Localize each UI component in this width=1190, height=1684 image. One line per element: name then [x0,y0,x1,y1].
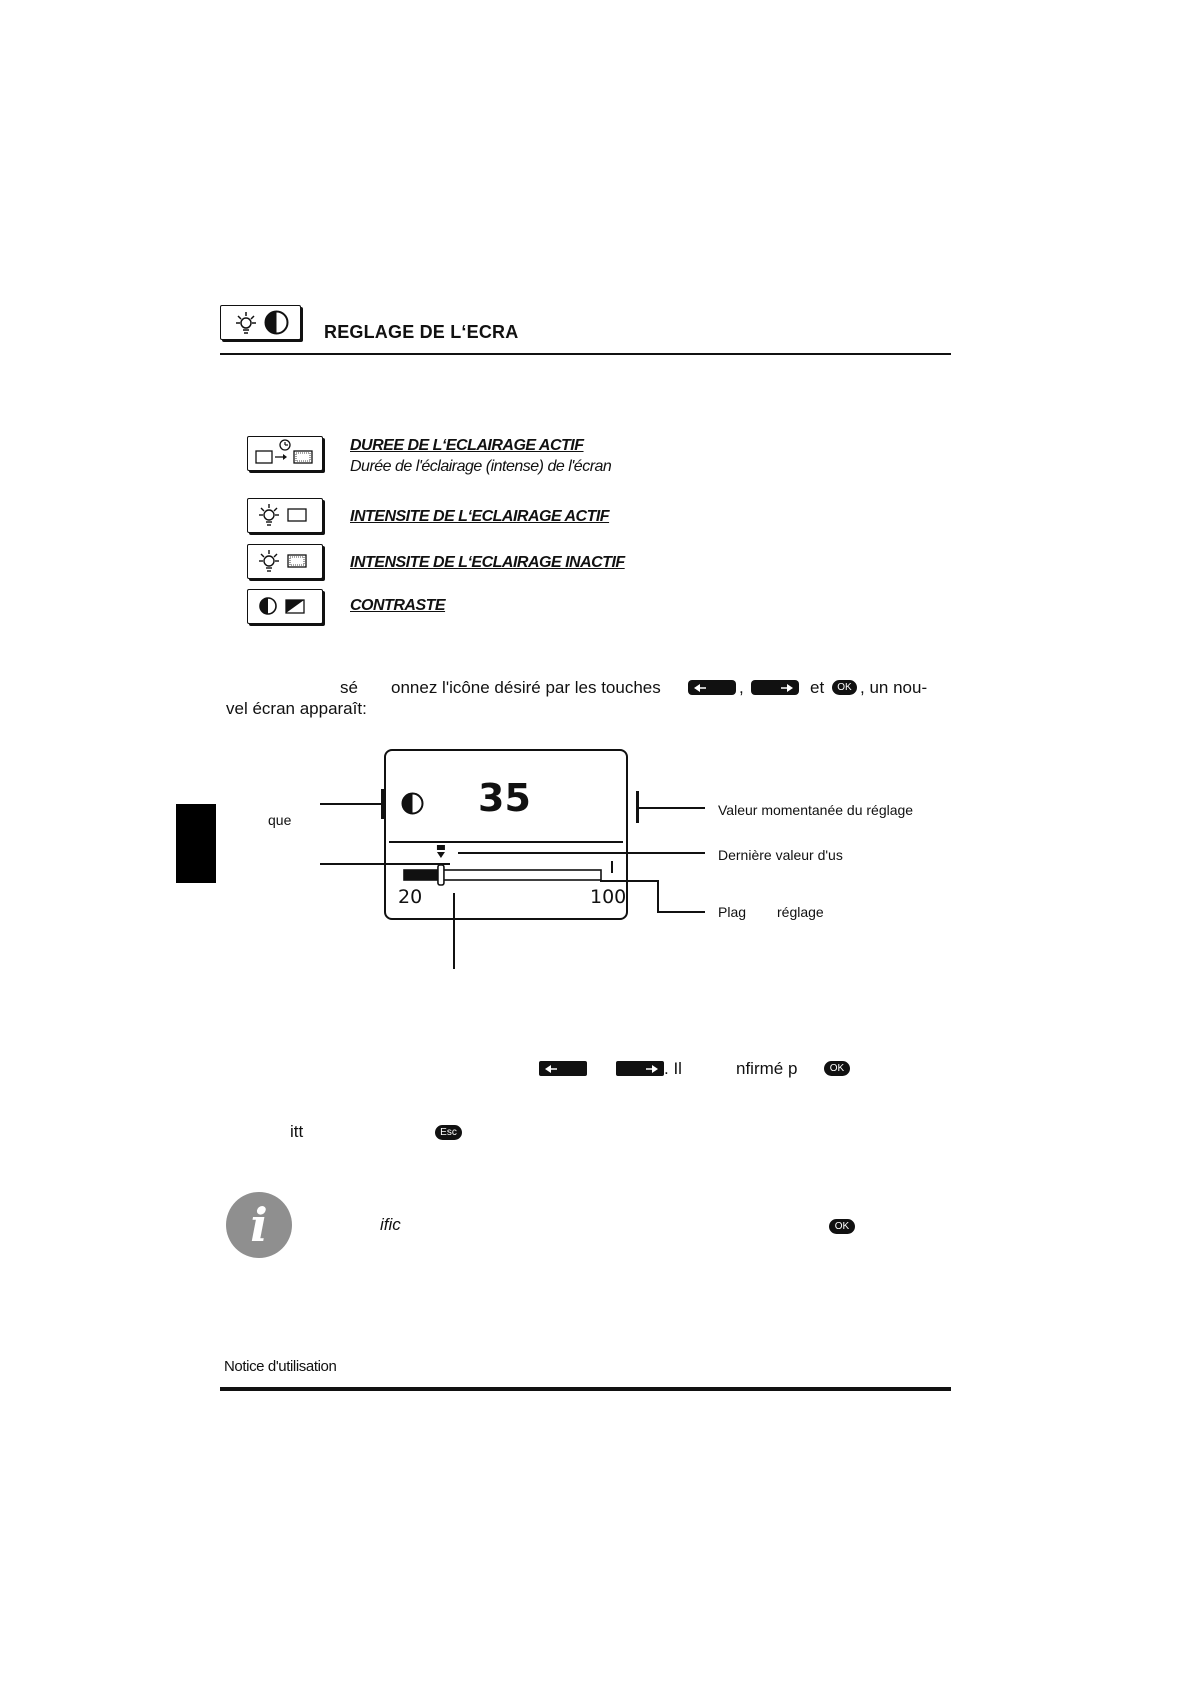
ok-key-3: OK [829,1219,855,1234]
callout-left-lower-line [320,863,450,865]
callout-range-a: Plag [718,904,747,920]
right-arrow-key [751,680,799,695]
callout-current-value: Valeur momentanée du réglage [718,802,914,818]
menu-item-active-intensity[interactable]: INTENSITE DE L‘ECLAIRAGE ACTIF [350,508,610,525]
callout-range-line-a [600,880,658,882]
callout-left-label: que [268,812,292,828]
callout-range-line-c [657,911,705,913]
instruction-and: et [810,678,825,697]
chapter-tab [176,804,216,883]
instruction-fragment-1: sé [340,678,358,697]
esc-key: Esc [435,1125,462,1140]
slider-handle [438,865,444,885]
last-used-marker [437,845,445,858]
contrast-icon [263,309,290,336]
instruction-line-2: vel écran apparaît: [226,699,367,718]
left-arrow-key [688,680,736,695]
screen-settings-icon-box [220,305,301,340]
bulb-active-icon [247,498,323,533]
instruction-fragment-2: onnez l'icône désiré par les touches [391,678,661,697]
footer-rule [220,1387,951,1391]
instruction-comma: , [739,678,744,697]
page-title: REGLAGE DE L‘ECRA [324,322,519,342]
callout-left-upper-line [320,803,382,805]
ok-key-2: OK [824,1061,850,1076]
menu-item-duration[interactable]: DUREE DE L‘ECLAIRAGE ACTIF [350,437,584,454]
callout-current-line [638,807,705,809]
left-arrow-key-2 [539,1061,587,1076]
quit-fragment: itt [290,1122,304,1141]
lcd-contrast-icon [400,791,425,816]
menu-item-contrast[interactable]: CONTRASTE [350,597,446,614]
range-max-label: 100 [590,886,627,908]
bulb-inactive-icon [247,544,323,579]
instruction-fragment-3: , un nou- [860,678,928,697]
callout-last-value: Dernière valeur d'us [718,847,843,863]
level-slider [390,843,620,893]
callout-range-line-b [657,880,659,912]
backlight-duration-icon [247,436,323,471]
menu-item-inactive-intensity[interactable]: INTENSITE DE L‘ECLAIRAGE INACTIF [350,554,625,571]
confirm-fragment-a: . Il [664,1059,682,1078]
contrast-menu-icon [247,589,323,624]
menu-item-duration-desc: Durée de l'éclairage (intense) de l'écran [350,458,612,475]
info-icon: i [226,1192,292,1258]
right-arrow-key-2 [616,1061,664,1076]
callout-left-upper-tick [381,789,384,819]
range-min-label: 20 [398,886,423,908]
note-fragment: ific [380,1215,401,1234]
bulb-icon [233,310,259,336]
callout-last-line [458,852,705,854]
ok-key: OK [832,680,857,695]
lcd-current-value: 35 [478,776,531,820]
confirm-fragment-b: nfirmé p [736,1059,798,1078]
header-rule [220,353,951,355]
callout-range-b: réglage [777,904,824,920]
footer-text: Notice d'utilisation [224,1358,337,1375]
slider-fill [404,870,441,880]
callout-bottom-line [453,893,455,969]
